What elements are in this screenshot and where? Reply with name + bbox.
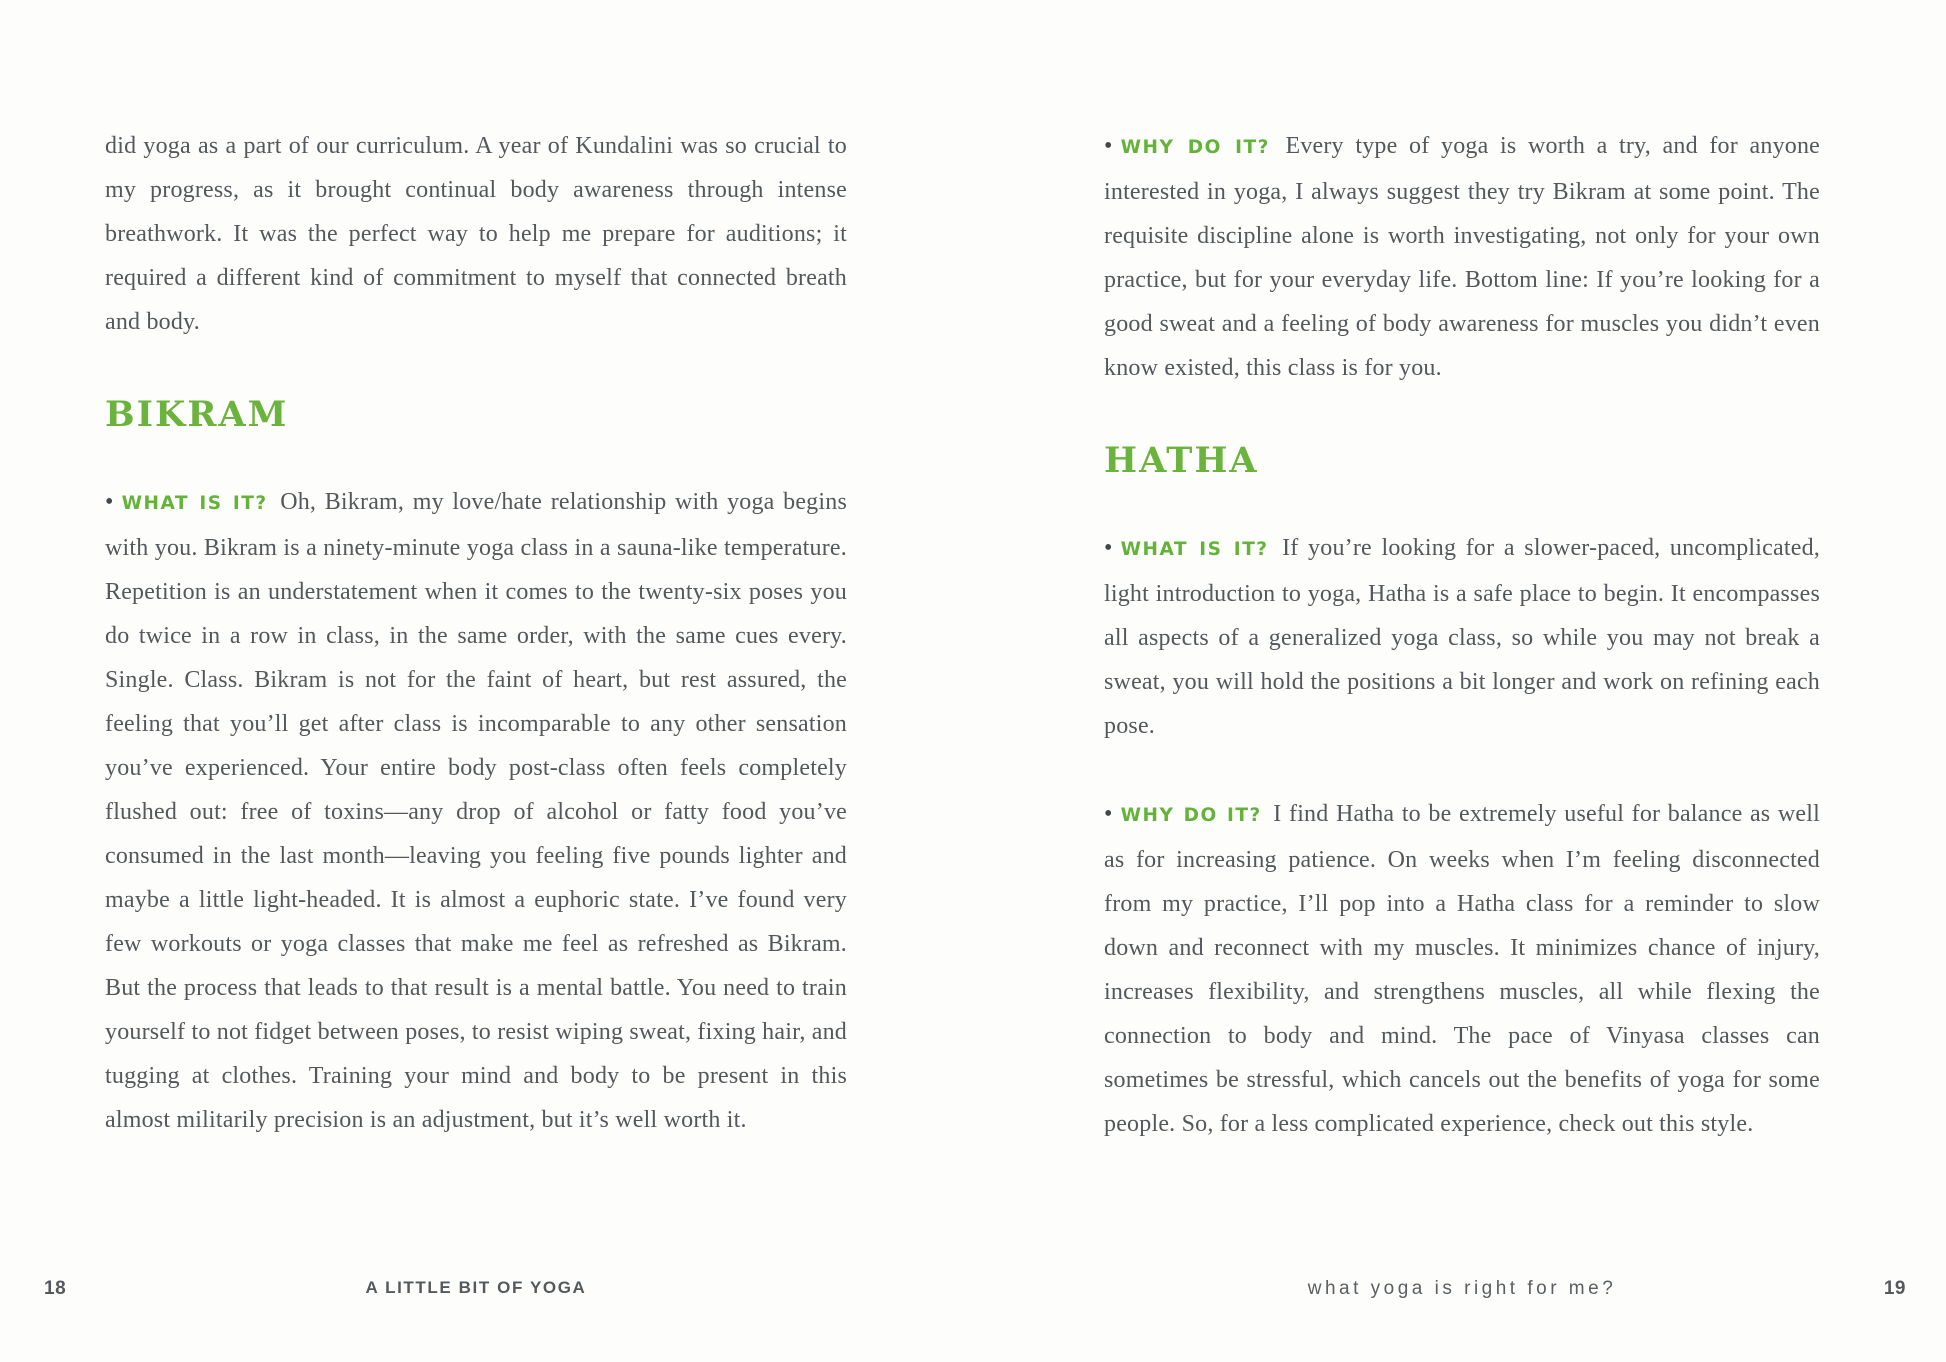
why-do-it-paragraph-bikram xyxy=(1104,124,1820,390)
page-number-left: 18 xyxy=(44,1278,67,1299)
what-is-it-text: If you’re looking for a slower-paced, uncomplicated, light introduction to yoga, Hatha is a safe place to begin. It encompasses all aspects of a generalized yoga class, so while you may not break a sweat, you will hold the positions a bit longer and work on refining each pose. xyxy=(1104,535,1820,739)
bullet-icon: • xyxy=(105,489,114,515)
what-is-it-paragraph-bikram xyxy=(105,480,847,1142)
section-heading-bikram: BIKRAM xyxy=(105,394,289,435)
why-do-it-label: WHY DO IT? xyxy=(1120,137,1270,158)
left-page-text-column xyxy=(105,124,847,1142)
what-is-it-paragraph-hatha xyxy=(1104,526,1820,748)
why-do-it-paragraph-hatha xyxy=(1104,792,1820,1146)
bullet-icon: • xyxy=(1104,535,1113,561)
section-heading-hatha: HATHA xyxy=(1104,440,1259,481)
running-footer-left: A LITTLE BIT OF YOGA xyxy=(365,1278,587,1297)
what-is-it-text: Oh, Bikram, my love/hate relationship with yoga begins with you. Bikram is a ninety-minute yoga class in a sauna-like temperature. Repetition is an understatement when it comes to the twenty-six poses you do twice in a row in class, in the same order, with the same cues every. Single. Class. Bikram is not for the faint of heart, but rest assured, the feeling that you’ll get after class is incomparable to any other sensation you’ve experienced. Your entire body post-class often feels completely flushed out: free of toxins—any drop of alcohol or fatty food you’ve consumed in the last month—leaving you feeling five pounds lighter and maybe a little light-headed. It is almost a euphoric state. I’ve found very few workouts or yoga classes that make me feel as refreshed as Bikram. But the process that leads to that result is a mental battle. You need to train yourself to not fidget between poses, to resist wiping sweat, fixing hair, and tugging at clothes. Training your mind and body to be present in this almost militarily precision is an adjustment, but it’s well worth it. xyxy=(105,489,847,1133)
intro-paragraph: did yoga as a part of our curriculum. A year of Kundalini was so crucial to my progress, as it brought continual body awareness through intense breathwork. It was the perfect way to help me prepare for auditions; it required a different kind of commitment to myself that connected breath and body. xyxy=(105,133,847,335)
right-page-text-column xyxy=(1104,124,1820,1146)
bullet-icon: • xyxy=(1104,801,1113,827)
why-do-it-text: Every type of yoga is worth a try, and for anyone interested in yoga, I always suggest they try Bikram at some point. The requisite discipline alone is worth investigating, not only for your own practice, but for your everyday life. Bottom line: If you’re looking for a good sweat and a feeling of body awareness for muscles you didn’t even know existed, this class is for you. xyxy=(1104,133,1821,381)
why-do-it-text: I find Hatha to be extremely useful for balance as well as for increasing patience. On weeks when I’m feeling disconnected from my practice, I’ll pop into a Hatha class for a reminder to slow down and reconnect with my muscles. It minimizes chance of injury, increases flexibility, and strengthens muscles, all while flexing the connection to body and mind. The pace of Vinyasa classes can sometimes be stressful, which cancels out the benefits of yoga for some people. So, for a less complicated experience, check out this style. xyxy=(1104,801,1820,1137)
why-do-it-label: WHY DO IT? xyxy=(1120,805,1262,826)
running-footer-right: what yoga is right for me? xyxy=(1307,1278,1617,1299)
page-number-right: 19 xyxy=(1883,1278,1906,1299)
what-is-it-label: WHAT IS IT? xyxy=(1120,539,1269,560)
what-is-it-label: WHAT IS IT? xyxy=(121,493,268,514)
bullet-icon: • xyxy=(1104,133,1113,159)
